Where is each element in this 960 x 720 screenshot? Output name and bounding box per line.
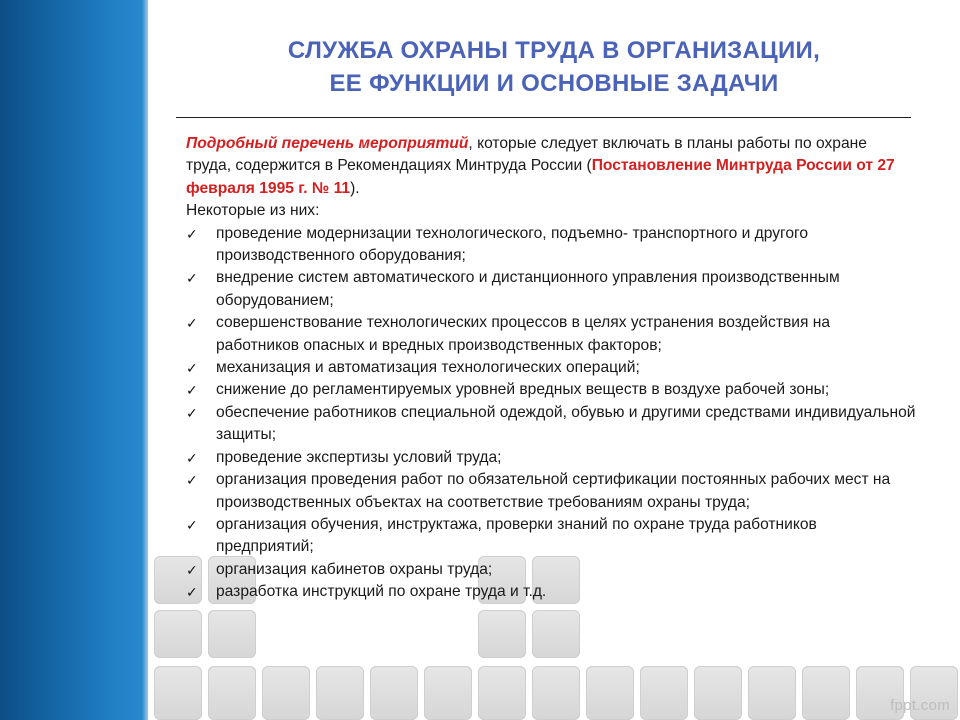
list-item [186, 514, 916, 559]
slide-body [186, 133, 916, 604]
bg-tile [154, 610, 202, 658]
bg-tile [694, 666, 742, 720]
checkmark-icon: ✓ [186, 516, 198, 533]
list-item [186, 379, 916, 401]
bg-tile [640, 666, 688, 720]
list-item [186, 581, 916, 603]
bg-tile [370, 666, 418, 720]
fppt-logo: fppt.com [890, 697, 950, 714]
list-item-text: проведение экспертизы условий труда; [216, 448, 502, 466]
bg-tile [478, 610, 526, 658]
list-item-text: снижение до регламентируемых уровней вредных веществ в воздухе рабочей зоны; [216, 381, 830, 399]
bg-tile [532, 610, 580, 658]
list-item [186, 559, 916, 581]
list-item [186, 469, 916, 514]
left-blue-band [0, 0, 148, 720]
list-item-text: организация обучения, инструктажа, проверки знаний по охране труда работников предприятий; [216, 515, 817, 556]
list-item-text: разработка инструкций по охране труда и т.д. [216, 583, 547, 601]
intro-highlight: Подробный перечень мероприятий [186, 135, 469, 152]
checkmark-icon: ✓ [186, 561, 198, 578]
slide-title [178, 34, 930, 100]
list-item [186, 402, 916, 447]
checkmark-icon: ✓ [186, 449, 198, 466]
intro-paragraph [186, 133, 916, 200]
bg-tile [208, 610, 256, 658]
list-item [186, 267, 916, 312]
list-item-text: организация проведения работ по обязательной сертификации постоянных рабочих мест на производственных объектах на соответствие требованиям охраны труда; [216, 471, 891, 511]
checkmark-icon: ✓ [186, 472, 198, 489]
intro-text-2: ). [350, 179, 360, 197]
bg-tile [208, 666, 256, 720]
checkmark-icon: ✓ [186, 382, 198, 399]
bg-tile [316, 666, 364, 720]
bg-tile [748, 666, 796, 720]
intro-text-1: , которые следует включать в планы работы по охране труда, содержится в Рекомендациях Минтруда России ( [186, 135, 867, 175]
checkmark-icon: ✓ [186, 225, 198, 242]
bg-tile [154, 666, 202, 720]
checkmark-icon: ✓ [186, 360, 198, 377]
list-item-text: механизация и автоматизация технологических операций; [216, 359, 640, 377]
checkmark-icon: ✓ [186, 270, 198, 287]
decree-reference: Постановление Минтруда России от 27 февраля 1995 г. № 11 [186, 157, 895, 197]
bg-tile [586, 666, 634, 720]
list-item [186, 357, 916, 379]
list-item [186, 312, 916, 357]
list-item-text: обеспечение работников специальной одеждой, обувью и другими средствами индивидуальной защиты; [216, 403, 916, 444]
bg-tile [262, 666, 310, 720]
title-divider [176, 117, 911, 118]
bg-tile [532, 666, 580, 720]
bg-tile [424, 666, 472, 720]
list-item [186, 223, 916, 268]
bg-tile [802, 666, 850, 720]
list-item-text: организация кабинетов охраны труда; [216, 560, 493, 578]
checkmark-icon: ✓ [186, 584, 198, 601]
slide [148, 0, 960, 720]
measures-list [186, 223, 916, 604]
slide-title-line-1: СЛУЖБА ОХРАНЫ ТРУДА В ОРГАНИЗАЦИИ, [287, 37, 821, 64]
list-item-text: проведение модернизации технологического, подъемно- транспортного и другого производственного оборудования; [216, 224, 809, 265]
list-item-text: совершенствование технологических процессов в целях устранения воздействия на работников опасных и вредных производственных факторов; [216, 314, 831, 354]
slide-title-line-2: ЕЕ ФУНКЦИИ И ОСНОВНЫЕ ЗАДАЧИ [329, 70, 779, 97]
checkmark-icon: ✓ [186, 404, 198, 421]
bg-tile [478, 666, 526, 720]
list-item-text: внедрение систем автоматического и дистанционного управления производственным оборудованием; [216, 269, 840, 309]
checkmark-icon: ✓ [186, 315, 198, 332]
list-lead: Некоторые из них: [186, 202, 320, 220]
list-item [186, 447, 916, 469]
